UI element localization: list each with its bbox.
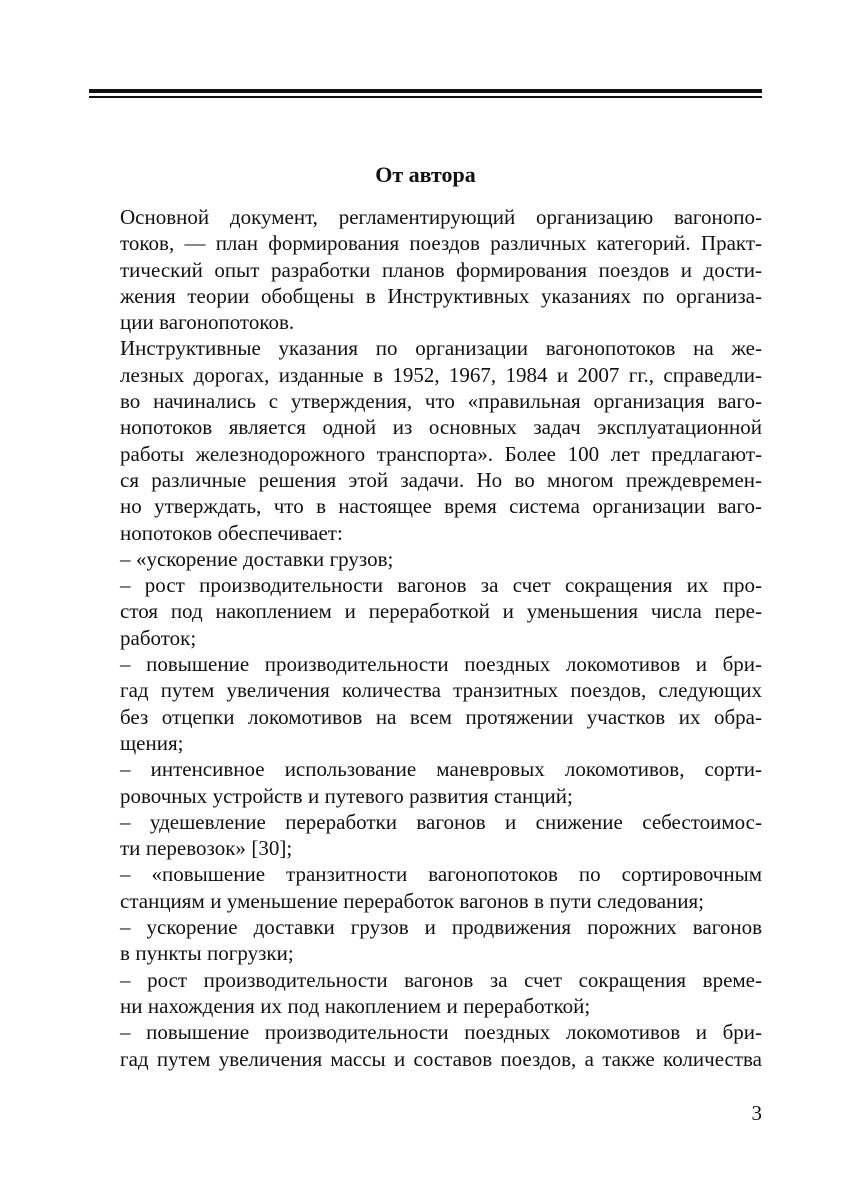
body-text [89, 204, 762, 1072]
text-line: ти перевозок» [30]; [120, 836, 293, 861]
paragraph [89, 651, 762, 756]
text-line: – «ускорение доставки грузов; [120, 546, 394, 571]
text-line: ни нахождения их под накоплением и переработкой; [120, 993, 591, 1018]
text-line: станциям и уменьшение переработок вагонов в пути следования; [120, 888, 705, 913]
text-line: – ускорение доставки грузов и продвижения порожних вагонов [120, 915, 762, 940]
text-line: без отцепки локомотивов на всем протяжении участков их обра- [120, 704, 762, 729]
text-line: ровочных устройств и путевого развития станций; [120, 783, 573, 808]
text-line: – повышение производительности поездных локомотивов и бри- [120, 652, 762, 677]
text-line: токов, — план формирования поездов различных категорий. Практ- [120, 231, 762, 256]
text-line: Основной документ, регламентирующий организацию вагонопо- [120, 205, 762, 229]
text-line: нопотоков обеспечивает: [120, 520, 343, 545]
text-line: – повышение производительности поездных локомотивов и бри- [120, 1020, 762, 1045]
text-line: гад путем увеличения количества транзитных поездов, следующих [120, 678, 762, 703]
paragraph [89, 572, 762, 651]
text-line: – «повышение транзитности вагонопотоков по сортировочным [120, 862, 762, 887]
text-line: стоя под накоплением и переработкой и уменьшения числа пере- [120, 599, 762, 624]
paragraph [89, 809, 762, 862]
text-line: но утверждать, что в настоящее время система организации ваго- [120, 494, 762, 519]
paragraph [89, 861, 762, 914]
text-line: – рост производительности вагонов за счет сокращения их про- [120, 573, 762, 598]
page-title: От автора [375, 162, 476, 187]
text-line: работы железнодорожного транспорта». Более 100 лет предлагают- [120, 441, 762, 466]
text-line: работок; [120, 625, 197, 650]
text-line: во начинались с утверждения, что «правильная организация ваго- [120, 389, 762, 414]
paragraph [89, 756, 762, 809]
paragraph [89, 204, 762, 335]
text-line: – интенсивное использование маневровых локомотивов, сорти- [120, 757, 762, 782]
text-line: тический опыт разработки планов формирования поездов и дости- [120, 257, 762, 282]
text-line: лезных дорогах, изданные в 1952, 1967, 1984 и 2007 гг., справедли- [120, 362, 762, 387]
text-line: нопотоков является одной из основных задач эксплуатационной [120, 415, 762, 440]
paragraph [89, 335, 762, 545]
text-line: жения теории обобщены в Инструктивных указаниях по организа- [120, 283, 762, 308]
paragraph [89, 967, 762, 1020]
paragraph [89, 1019, 762, 1072]
header-rule-thick [89, 89, 762, 93]
text-line: в пункты погрузки; [120, 941, 294, 966]
paragraph [89, 546, 762, 572]
paragraph [89, 914, 762, 967]
text-line: ции вагонопотоков. [120, 310, 295, 335]
text-line: Инструктивные указания по организации вагонопотоков на же- [120, 336, 762, 361]
text-line: гад путем увеличения массы и составов поездов, а также количества [120, 1046, 762, 1071]
text-line: ся различные решения этой задачи. Но во многом преждевремен- [120, 467, 762, 492]
text-line: – удешевление переработки вагонов и снижение себестоимос- [120, 809, 762, 834]
page-number: 3 [751, 1101, 762, 1125]
text-line: щения; [120, 730, 184, 755]
header-rule-thin [89, 96, 762, 98]
text-line: – рост производительности вагонов за счет сокращения време- [120, 967, 762, 992]
